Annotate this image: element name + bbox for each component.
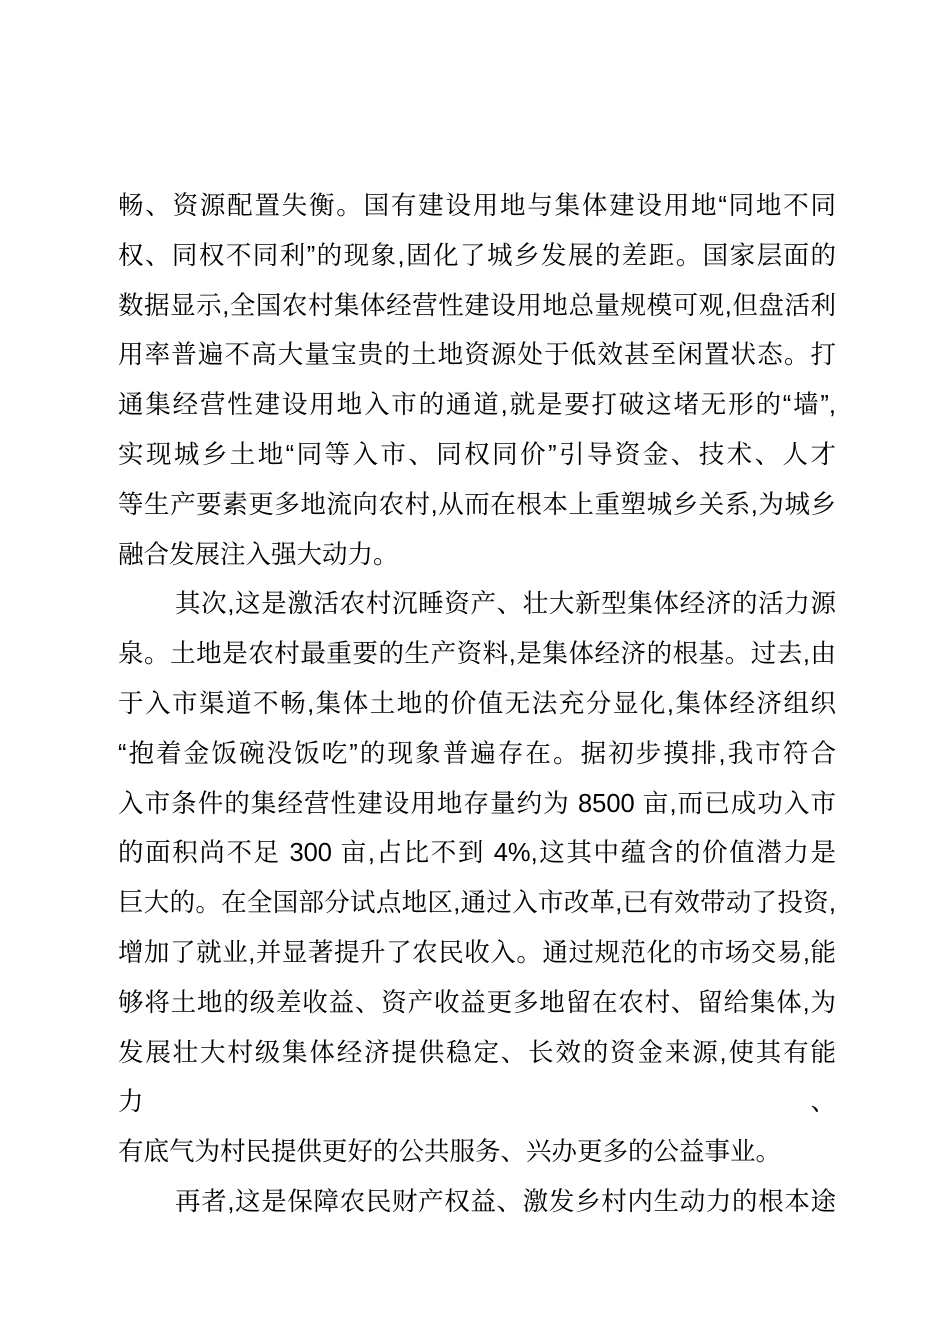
text-line: 畅、资源配置失衡。国有建设用地与集体建设用地“同地不同 xyxy=(118,192,836,220)
text-line: 其次,这是激活农村沉睡资产、壮大新型集体经济的活力源 xyxy=(175,590,836,619)
text-line: 用率普遍不高大量宝贵的土地资源处于低效甚至闲置状态。打 xyxy=(118,341,836,370)
text-line: 巨大的。在全国部分试点地区,通过入市改革,已有效带动了投资, xyxy=(118,889,836,918)
text-line: 等生产要素更多地流向农村,从而在根本上重塑城乡关系,为城乡 xyxy=(118,490,836,519)
text-line: 的面积尚不足 300 亩,占比不到 4%,这其中蕴含的价值潜力是 xyxy=(118,839,836,868)
text-line: 有底气为村民提供更好的公共服务、兴办更多的公益事业。 xyxy=(118,1138,782,1167)
text-line: 实现城乡土地“同等入市、同权同价”引导资金、技术、人才 xyxy=(118,440,836,469)
text-line: 够将土地的级差收益、资产收益更多地留在农村、留给集体,为 xyxy=(118,988,836,1017)
text-block xyxy=(118,182,836,1228)
text-line: 通集经营性建设用地入市的通道,就是要打破这堵无形的“墙”, xyxy=(118,391,836,420)
text-line: 泉。土地是农村最重要的生产资料,是集体经济的根基。过去,由 xyxy=(118,640,836,669)
text-line: 增加了就业,并显著提升了农民收入。通过规范化的市场交易,能 xyxy=(118,938,836,967)
text-line: 融合发展注入强大动力。 xyxy=(118,540,399,569)
text-line: 发展壮大村级集体经济提供稳定、长效的资金来源,使其有能力、 xyxy=(118,1038,836,1117)
text-line: 权、同权不同利”的现象,固化了城乡发展的差距。国家层面的 xyxy=(118,241,836,270)
text-line: 入市条件的集经营性建设用地存量约为 8500 亩,而已成功入市 xyxy=(118,789,836,818)
text-line: 数据显示,全国农村集体经营性建设用地总量规模可观,但盘活利 xyxy=(118,291,836,320)
text-line: “抱着金饭碗没饭吃”的现象普遍存在。据初步摸排,我市符合 xyxy=(118,739,836,768)
text-line: 再者,这是保障农民财产权益、激发乡村内生动力的根本途 xyxy=(175,1187,836,1216)
text-line: 于入市渠道不畅,集体土地的价值无法充分显化,集体经济组织 xyxy=(118,689,836,718)
